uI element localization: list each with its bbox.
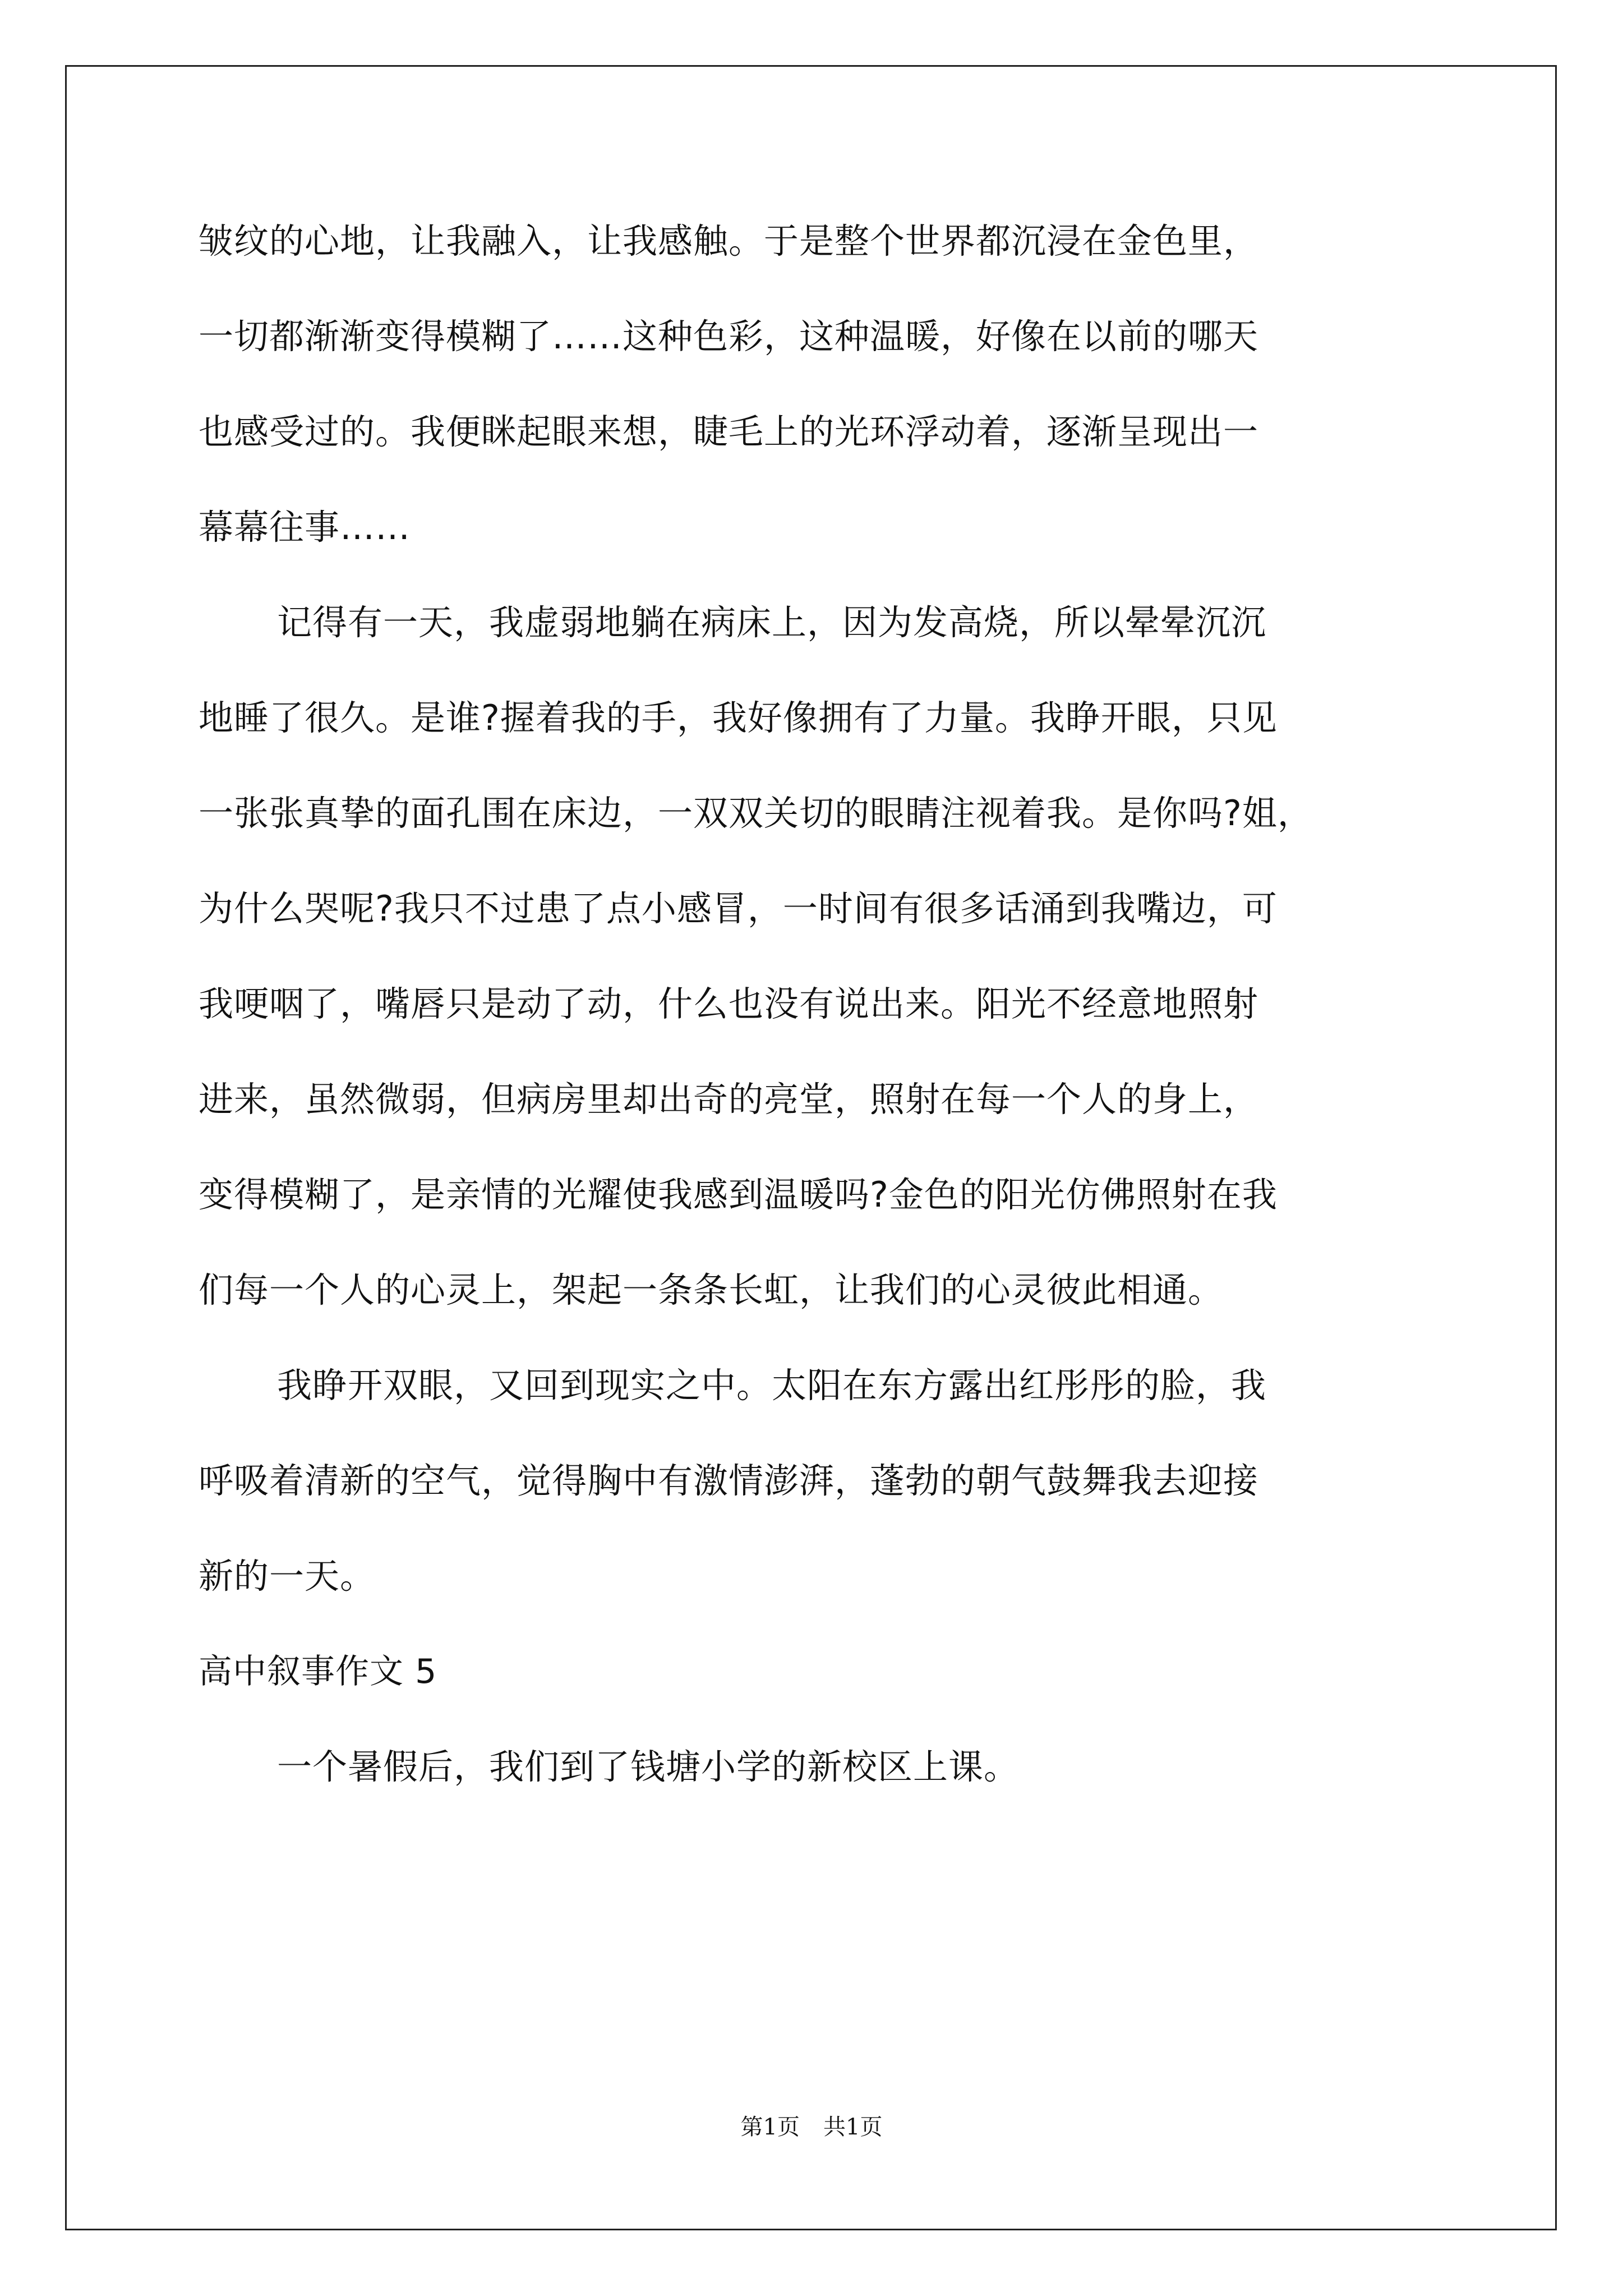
section-heading: 高中叙事作文 5 [199,1652,437,1691]
text-line: 一张张真挚的面孔围在床边，一双双关切的眼睛注视着我。是你吗?姐， [199,793,1313,834]
text-line: 呼吸着清新的空气，觉得胸中有激情澎湃，蓬勃的朝气鼓舞我去迎接 [199,1460,1259,1501]
text-line: 进来，虽然微弱，但病房里却出奇的亮堂，照射在每一个人的身上， [199,1079,1259,1120]
paragraph-first-line: 我睁开双眼，又回到现实之中。太阳在东方露出红彤彤的脸，我 [277,1365,1267,1406]
page-number-current: 第1页 [740,2114,800,2140]
text-line: 们每一个人的心灵上，架起一条条长虹，让我们的心灵彼此相通。 [199,1269,1224,1310]
text-line: 变得模糊了，是亲情的光耀使我感到温暖吗?金色的阳光仿佛照射在我 [199,1174,1278,1215]
text-line: 我哽咽了，嘴唇只是动了动，什么也没有说出来。阳光不经意地照射 [199,983,1259,1024]
page-border [65,65,1557,2230]
text-line: 新的一天。 [199,1556,376,1596]
text-line: 也感受过的。我便眯起眼来想，睫毛上的光环浮动着，逐渐呈现出一 [199,411,1259,452]
text-line: 为什么哭呢?我只不过患了点小感冒，一时间有很多话涌到我嘴边，可 [199,888,1278,929]
paragraph-first-line: 记得有一天，我虚弱地躺在病床上，因为发高烧，所以晕晕沉沉 [277,602,1267,643]
page-footer [0,2109,1623,2141]
text-line: 地睡了很久。是谁?握着我的手，我好像拥有了力量。我睁开眼，只见 [199,697,1278,738]
text-line: 幕幕往事…… [199,507,411,547]
text-line: 皱纹的心地，让我融入，让我感触。于是整个世界都沉浸在金色里， [199,220,1259,261]
page-number-total: 共1页 [823,2114,883,2140]
paragraph-first-line: 一个暑假后，我们到了钱塘小学的新校区上课。 [277,1746,1020,1787]
text-line: 一切都渐渐变得模糊了……这种色彩，这种温暖，好像在以前的哪天 [199,316,1259,357]
